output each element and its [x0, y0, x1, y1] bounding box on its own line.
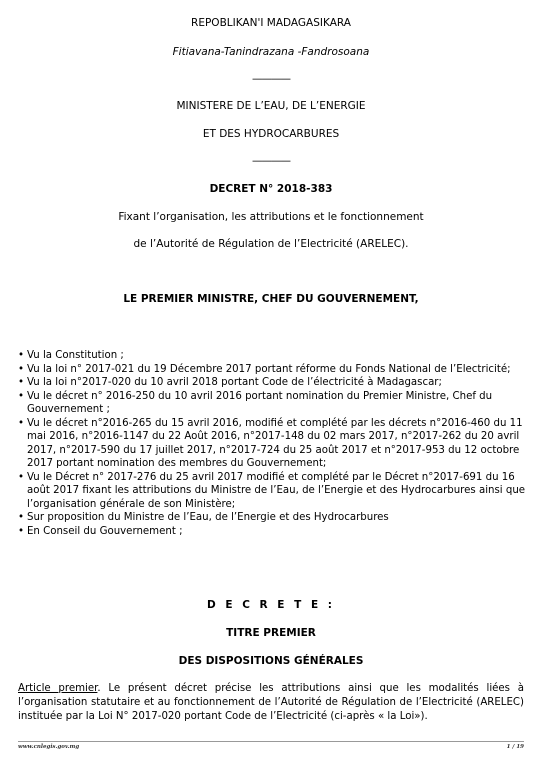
page-number: 1 / 19	[506, 744, 524, 750]
bullet-icon: •	[18, 417, 25, 429]
national-motto: Fitiavana-Tanindrazana -Fandrosoana	[172, 46, 370, 58]
title-heading: TITRE PREMIER	[226, 627, 316, 639]
list-item	[18, 511, 528, 525]
article-label: Article premier	[18, 683, 98, 694]
bullet-icon: •	[18, 512, 25, 523]
visa-text: En Conseil du Gouvernement ;	[27, 525, 183, 537]
list-item	[18, 471, 528, 512]
bullet-icon: •	[18, 471, 25, 483]
visa-text: Vu la Constitution ;	[27, 350, 124, 361]
list-item	[18, 417, 528, 471]
visa-text: Vu le décret n°2016-265 du 15 avril 2016, modifié et complété par les décrets n°2016-460 du 11 mai 2016, n°2016-1147 du 22 Août 2016, n°2017-148 du 02 mars 2017, n°2017-262 du 20 avril 2017, n°2017-590 du 17 juillet 2017, n°2017-724 du 25 août 2017 et n°2017-953 du 12 octobre 2017 portant nomination des membres du Gouvernement;	[27, 417, 523, 469]
article-paragraph	[18, 682, 524, 724]
decrete-heading: D E C R E T E :	[207, 599, 335, 611]
visa-text: Vu le Décret n° 2017-276 du 25 avril 2017 modifié et complété par le Décret n°2017-691 du 16 août 2017 fixant les attributions du Ministre de l’Eau, de l’Energie et des Hydrocarbures ainsi que l’organisation générale de son Ministère;	[27, 471, 526, 510]
separator-rule: ————	[252, 155, 290, 167]
list-item	[18, 525, 528, 539]
bullet-icon: •	[18, 390, 25, 402]
visa-text: Sur proposition du Ministre de l’Eau, de l’Energie et des Hydrocarbures	[27, 512, 389, 523]
visa-text: Vu le décret n° 2016-250 du 10 avril 2016 portant nomination du Premier Ministre, Chef du Gouvernement ;	[27, 390, 493, 415]
country-name: REPOBLIKAN'I MADAGASIKARA	[191, 17, 351, 29]
ministry-name-line1: MINISTERE DE L’EAU, DE L’ENERGIE	[176, 100, 366, 112]
ministry-name-line2: ET DES HYDROCARBURES	[202, 128, 340, 140]
decree-number: DECRET N° 2018-383	[209, 183, 333, 195]
footer-website: www.cnlegis.gov.mg	[18, 744, 80, 750]
issuing-authority: LE PREMIER MINISTRE, CHEF DU GOUVERNEMENT,	[123, 293, 419, 305]
decree-subject-line1: Fixant l’organisation, les attributions et le fonctionnement	[118, 211, 424, 223]
bullet-icon: •	[18, 363, 25, 375]
decree-subject-line2: de l’Autorité de Régulation de l’Electricité (ARELEC).	[133, 238, 409, 250]
bullet-icon: •	[18, 350, 25, 361]
article-text: . Le présent décret précise les attributions ainsi que les modalités liées à l’organisation statutaire et au fonctionnement de l’Autorité de Régulation de l’Electricité (ARELEC) instituée par la Loi N° 2017-020 portant Code de l’Electricité (ci-après « la Loi»).	[18, 683, 524, 722]
bullet-icon: •	[18, 377, 25, 388]
footer-divider	[18, 741, 524, 742]
visa-text: Vu la loi n° 2017-021 du 19 Décembre 2017 portant réforme du Fonds National de l’Electricité;	[27, 363, 511, 375]
visa-list	[18, 349, 528, 538]
list-item	[18, 349, 528, 363]
section-heading: DES DISPOSITIONS GÉNÉRALES	[178, 655, 364, 667]
separator-rule: ————	[252, 73, 290, 85]
list-item	[18, 390, 528, 417]
list-item	[18, 376, 528, 390]
visa-text: Vu la loi n°2017-020 du 10 avril 2018 portant Code de l’électricité à Madagascar;	[27, 377, 442, 388]
list-item	[18, 363, 528, 377]
bullet-icon: •	[18, 525, 25, 537]
